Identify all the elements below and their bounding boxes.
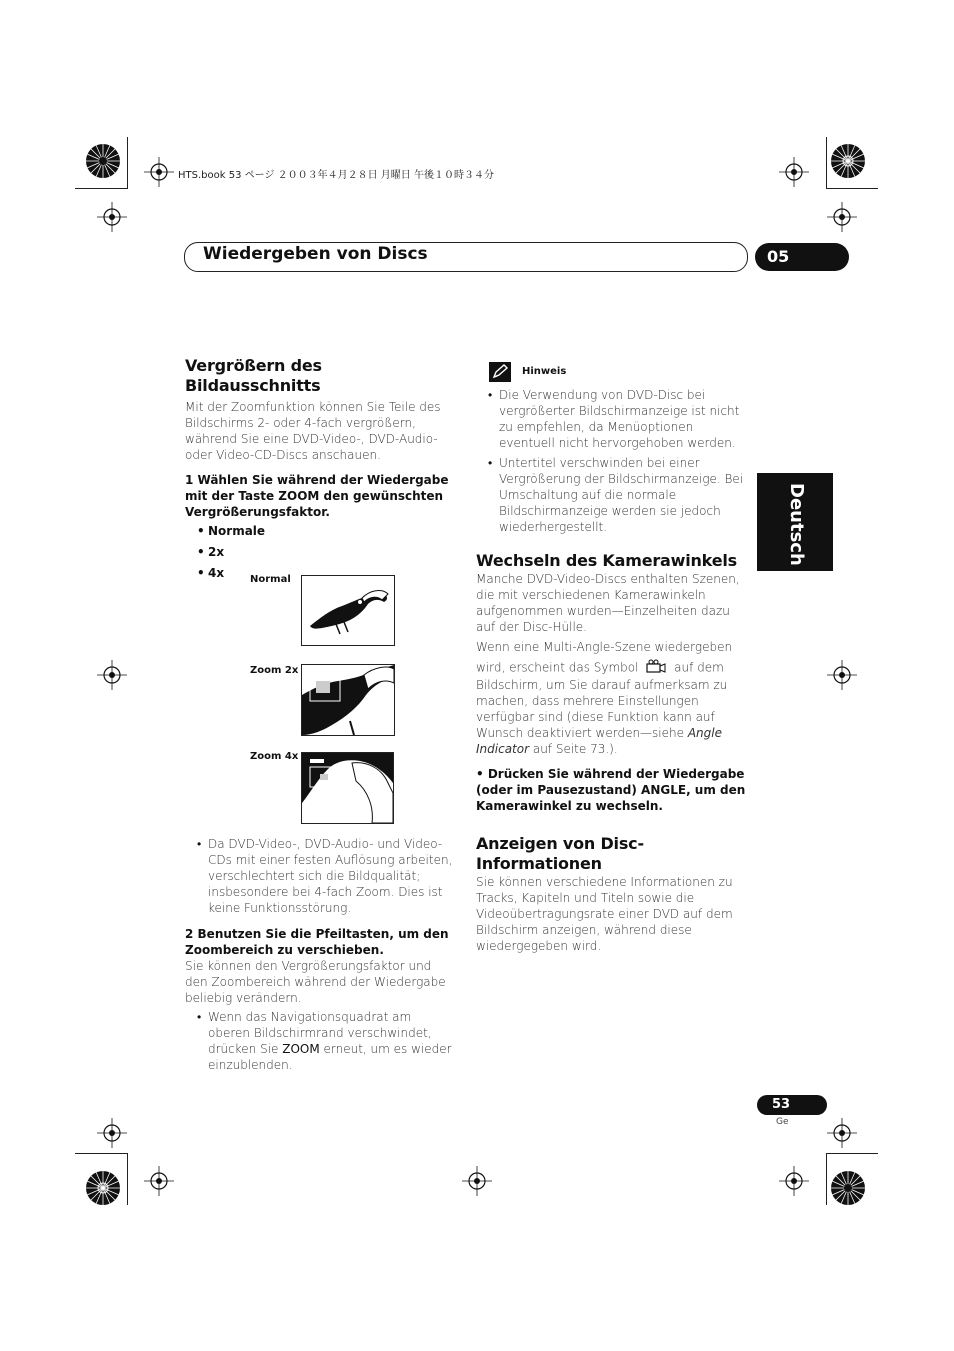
crosshair-registration-icon: [779, 1166, 809, 1196]
toucan-zoom-2x-illustration: [301, 664, 395, 736]
crop-mark: [75, 1153, 127, 1154]
left-column-lower: [185, 836, 455, 1073]
zoom-option-normal: • Normale: [185, 521, 460, 542]
chapter-number-badge: 05: [755, 243, 849, 271]
left-column: [185, 356, 460, 584]
crosshair-registration-icon: [97, 660, 127, 690]
crosshair-registration-icon: [97, 202, 127, 232]
crop-mark: [127, 137, 128, 189]
crop-mark: [826, 137, 827, 189]
crop-mark: [75, 188, 127, 189]
camera-paragraph-1: Manche DVD-Video-Discs enthalten Szenen, die mit verschiedenen Kamerawinkeln aufgenommen wurden—Einzelheiten dazu auf der Disc-Hülle.: [476, 572, 740, 634]
pencil-note-icon: [489, 362, 511, 382]
crosshair-registration-icon: [144, 1166, 174, 1196]
camera-paragraph-2-line-1: Wenn eine Multi-Angle-Szene wiedergeben: [476, 640, 733, 654]
starburst-registration-icon: [85, 143, 121, 179]
print-file-header: HTS.book 53 ページ ２００３年４月２８日 月曜日 午後１０時３４分: [178, 170, 494, 181]
zoom-step-1: 1 Wählen Sie während der Wiedergabe mit der Taste ZOOM den gewünschten Vergrößerungsfaktor.: [185, 473, 449, 519]
crosshair-registration-icon: [144, 157, 174, 187]
disc-info-paragraph: Sie können verschiedene Informationen zu Tracks, Kapiteln und Titeln sowie die Videoübertragungsrate einer DVD auf dem Bildschirm anzeigen, während diese wiedergegeben wird.: [476, 875, 733, 953]
crop-mark: [826, 1153, 878, 1154]
language-tab-label: Deutsch: [786, 483, 807, 566]
chapter-title: Wiedergeben von Discs: [203, 244, 428, 264]
zoom-key-label: ZOOM: [282, 1042, 320, 1056]
zoom-navigation-text: Wenn das Navigationsquadrat am oberen Bildschirmrand verschwindet, drücken Sie: [208, 1010, 432, 1056]
zoom-step-2: 2 Benutzen Sie die Pfeiltasten, um den Zoombereich zu verschieben.: [185, 927, 449, 957]
section-heading-camera-angle: Wechseln des Kamerawinkels: [476, 551, 737, 570]
zoom-intro: Mit der Zoomfunktion können Sie Teile des Bildschirms 2- oder 4-fach vergrößern, während Sie eine DVD-Video-, DVD-Audio- oder Video-CD-Discs anschauen.: [185, 400, 441, 462]
right-column: [476, 387, 746, 954]
toucan-normal-illustration: [301, 575, 395, 646]
page-language-code: Ge: [776, 1117, 789, 1127]
language-tab: [757, 473, 833, 571]
crosshair-registration-icon: [827, 202, 857, 232]
zoom-option-2x: • 2x: [185, 542, 460, 563]
camera-paragraph-2-text: wird, erscheint das Symbol: [476, 660, 639, 675]
section-heading-zoom: Vergrößern des Bildausschnitts: [185, 356, 322, 395]
crosshair-registration-icon: [827, 660, 857, 690]
crosshair-registration-icon: [779, 157, 809, 187]
angle-indicator-reference: Angle Indicator: [476, 726, 722, 756]
camera-step: • Drücken Sie während der Wiedergabe (oder im Pausezustand) ANGLE, um den Kamerawinkel zu wechseln.: [476, 767, 746, 813]
crop-mark: [826, 1153, 827, 1205]
crosshair-registration-icon: [97, 1118, 127, 1148]
crop-mark: [826, 188, 878, 189]
zoom-navigation-text-end: erneut, um es wieder einzublenden.: [208, 1042, 452, 1072]
figure-label-zoom-4x: Zoom 4x: [250, 751, 299, 762]
crosshair-registration-icon: [462, 1166, 492, 1196]
zoom-quality-note: • Da DVD-Video-, DVD-Audio- und Video-CDs mit einer festen Auflösung arbeiten, verschlechtert sich die Bildqualität; insbesondere bei 4-fach Zoom. Dies ist keine Funktionsstörung.: [185, 836, 455, 916]
figure-label-zoom-2x: Zoom 2x: [250, 665, 299, 676]
camera-angle-icon: [646, 659, 666, 677]
starburst-registration-icon: [85, 1170, 121, 1206]
note-item-subtitles: • Untertitel verschwinden bei einer Vergrößerung der Bildschirmanzeige. Bei Umschaltung auf die normale Bildschirmanzeige werden sie jedoch wiederhergestellt.: [476, 455, 746, 535]
crosshair-registration-icon: [827, 1118, 857, 1148]
toucan-zoom-4x-illustration: [301, 752, 394, 824]
section-heading-disc-info: Anzeigen von Disc-Informationen: [476, 834, 644, 873]
zoom-step-2-body: Sie können den Vergrößerungsfaktor und den Zoombereich während der Wiedergabe beliebig verändern.: [185, 959, 446, 1005]
camera-paragraph-2-end: auf Seite 73.).: [529, 742, 618, 756]
zoom-navigation-note: [185, 1009, 455, 1073]
starburst-registration-icon: [830, 143, 866, 179]
crop-mark: [127, 1153, 128, 1205]
page-number-badge: 53: [757, 1095, 827, 1115]
figure-label-normal: Normal: [250, 574, 291, 585]
zoom-option-4x: • 4x: [185, 563, 460, 584]
note-label: Hinweis: [522, 366, 567, 377]
camera-paragraph-2-text-cont: auf dem Bildschirm, um Sie darauf aufmerksam zu machen, dass mehrere Einstellungen verfügbar sind (diese Funktion kann auf Wunsch deaktiviert werden—siehe: [476, 660, 728, 740]
starburst-registration-icon: [830, 1170, 866, 1206]
note-item-menu: • Die Verwendung von DVD-Disc bei vergrößerter Bildschirmanzeige ist nicht zu empfehlen, da Menüoptionen eventuell nicht hervorgehoben werden.: [476, 387, 746, 451]
camera-paragraph-2: [476, 659, 746, 757]
